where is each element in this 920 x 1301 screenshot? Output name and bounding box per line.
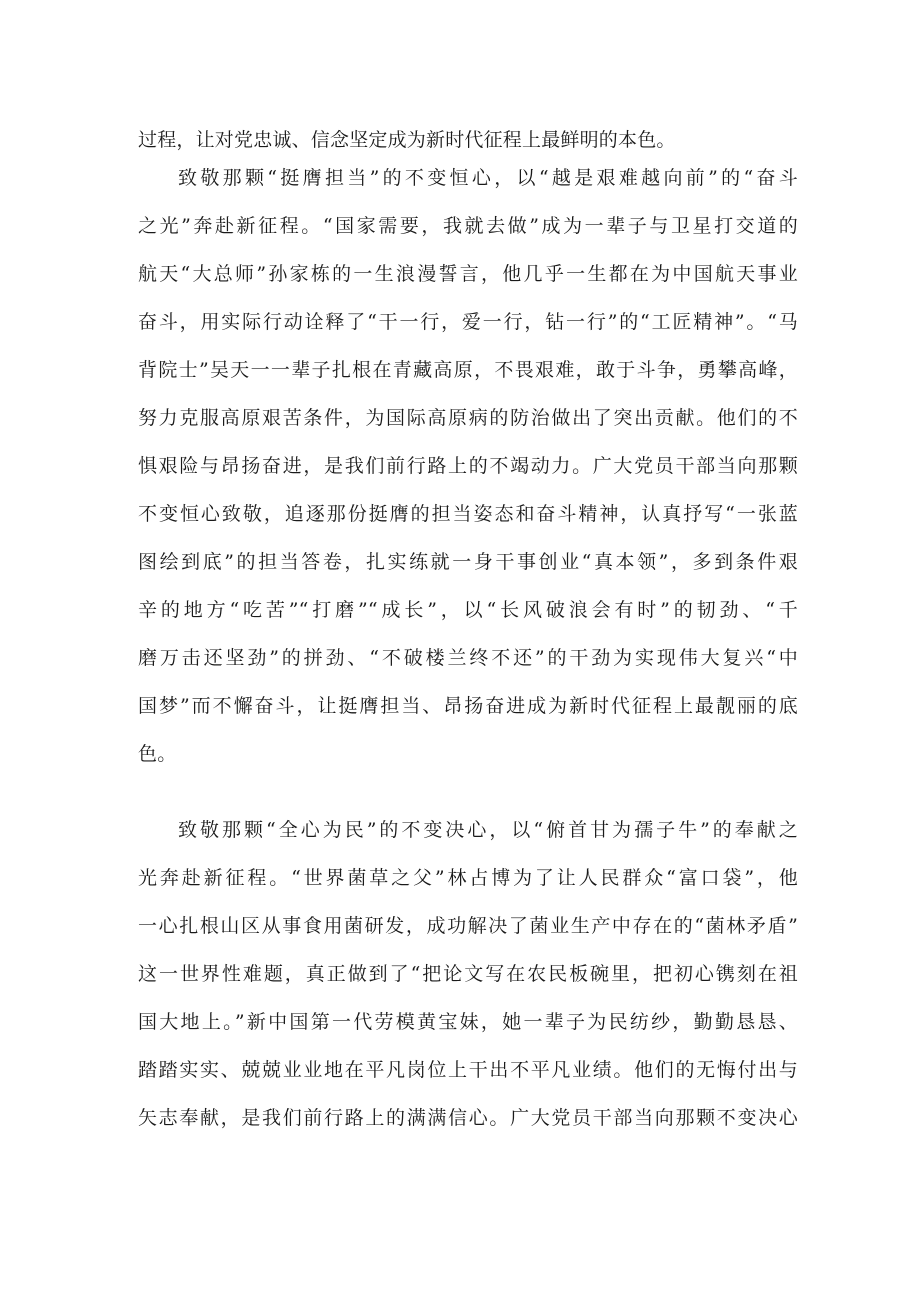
paragraph-2-line-13: 色。 <box>138 743 177 765</box>
paragraph-2-line-3: 航天“大总师”孙家栋的一生浪漫誓言，他几乎一生都在为中国航天事业 <box>138 263 798 285</box>
paragraph-3-line-7: 矢志奉献，是我们前行路上的满满信心。广大党员干部当向那颗不变决心 <box>138 1107 798 1129</box>
paragraph-2-line-4: 奋斗，用实际行动诠释了“干一行，爱一行，钻一行”的“工匠精神”。“马 <box>138 311 798 333</box>
paragraph-3-line-6: 踏踏实实、兢兢业业地在平凡岗位上干出不平凡业绩。他们的无悔付出与 <box>138 1059 798 1081</box>
paragraph-2-line-10: 辛的地方“吃苦”“打磨”“成长”，以“长风破浪会有时”的韧劲、“千 <box>138 599 798 621</box>
paragraph-3-line-1: 致敬那颗“全心为民”的不变决心，以“俯首甘为孺子牛”的奉献之 <box>178 819 798 841</box>
paragraph-3-line-2: 光奔赴新征程。“世界菌草之父”林占博为了让人民群众“富口袋”，他 <box>138 867 798 889</box>
paragraph-3-line-4: 这一世界性难题，真正做到了“把论文写在农民板碗里，把初心镌刻在祖 <box>138 963 798 985</box>
paragraph-2-line-7: 惧艰险与昂扬奋进，是我们前行路上的不竭动力。广大党员干部当向那颗 <box>138 455 798 477</box>
paragraph-2-line-8: 不变恒心致敬，追逐那份挺膺的担当姿态和奋斗精神，认真抒写“一张蓝 <box>138 503 798 525</box>
paragraph-2-line-6: 努力克服高原艰苦条件，为国际高原病的防治做出了突出贡献。他们的不 <box>138 407 798 429</box>
paragraph-2-line-9: 图绘到底”的担当答卷，扎实练就一身干事创业“真本领”，多到条件艰 <box>138 551 798 573</box>
paragraph-2-line-5: 背院士”吴天一一辈子扎根在青藏高原，不畏艰难，敢于斗争，勇攀高峰， <box>138 359 798 381</box>
paragraph-2-line-12: 国梦”而不懈奋斗，让挺膺担当、昂扬奋进成为新时代征程上最靓丽的底 <box>138 695 798 717</box>
paragraph-2-line-11: 磨万击还坚劲”的拼劲、“不破楼兰终不还”的干劲为实现伟大复兴“中 <box>138 647 798 669</box>
paragraph-2-line-1: 致敬那颗“挺膺担当”的不变恒心，以“越是艰难越向前”的“奋斗 <box>178 167 798 189</box>
paragraph-2-line-2: 之光”奔赴新征程。“国家需要，我就去做”成为一辈子与卫星打交道的 <box>138 215 798 237</box>
paragraph-3-line-5: 国大地上。”新中国第一代劳模黄宝妹，她一辈子为民纺纱，勤勤恳恳、 <box>138 1011 798 1033</box>
paragraph-3-line-3: 一心扎根山区从事食用菌研发，成功解决了菌业生产中存在的“菌林矛盾” <box>138 915 798 937</box>
paragraph-1-line-1: 过程，让对党忠诚、信念坚定成为新时代征程上最鲜明的本色。 <box>138 129 676 151</box>
